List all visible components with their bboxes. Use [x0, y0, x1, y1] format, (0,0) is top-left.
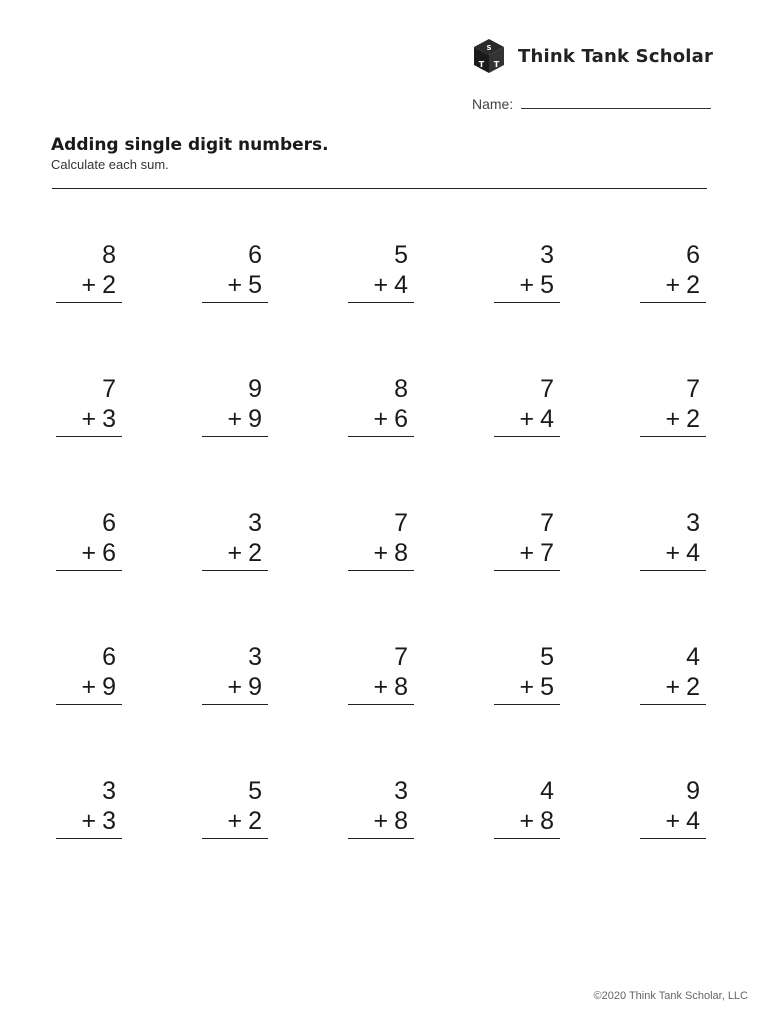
answer-line[interactable]: [348, 570, 414, 571]
name-blank-line[interactable]: [521, 108, 711, 109]
answer-line[interactable]: [56, 302, 122, 303]
plus-sign: +: [81, 673, 97, 701]
operator-row: [519, 806, 554, 836]
bottom-addend: 3: [102, 405, 116, 433]
addition-problem: [196, 642, 276, 776]
bottom-addend: 8: [540, 807, 554, 835]
operator-row: [81, 538, 116, 568]
top-addend: 3: [102, 777, 116, 805]
bottom-addend: 2: [686, 673, 700, 701]
top-addend: 4: [540, 777, 554, 805]
addition-problem: [342, 642, 422, 776]
header-divider: [52, 188, 707, 189]
bottom-addend: 2: [686, 405, 700, 433]
operator-row: [81, 270, 116, 300]
plus-sign: +: [227, 271, 243, 299]
top-addend: 4: [686, 643, 700, 671]
addition-problem: [488, 240, 568, 374]
answer-line[interactable]: [640, 704, 706, 705]
plus-sign: +: [373, 807, 389, 835]
addition-problem: [634, 240, 714, 374]
plus-sign: +: [665, 807, 681, 835]
plus-sign: +: [373, 539, 389, 567]
answer-line[interactable]: [494, 570, 560, 571]
bottom-addend: 2: [248, 807, 262, 835]
plus-sign: +: [519, 271, 535, 299]
top-addend: 7: [102, 375, 116, 403]
top-addend: 8: [102, 241, 116, 269]
addition-problem: [50, 240, 130, 374]
top-addend: 8: [394, 375, 408, 403]
top-addend: 7: [394, 643, 408, 671]
operator-row: [81, 672, 116, 702]
top-addend: 5: [248, 777, 262, 805]
addition-problem: [342, 776, 422, 910]
answer-line[interactable]: [494, 302, 560, 303]
addition-problem: [196, 776, 276, 910]
plus-sign: +: [373, 271, 389, 299]
addition-problem: [196, 240, 276, 374]
plus-sign: +: [373, 673, 389, 701]
operator-row: [227, 404, 262, 434]
operator-row: [519, 404, 554, 434]
addition-problem: [50, 508, 130, 642]
top-addend: 3: [540, 241, 554, 269]
plus-sign: +: [665, 673, 681, 701]
operator-row: [665, 538, 700, 568]
operator-row: [227, 538, 262, 568]
bottom-addend: 8: [394, 673, 408, 701]
bottom-addend: 5: [248, 271, 262, 299]
answer-line[interactable]: [640, 838, 706, 839]
bottom-addend: 2: [102, 271, 116, 299]
operator-row: [665, 672, 700, 702]
plus-sign: +: [227, 673, 243, 701]
worksheet-title: Adding single digit numbers.: [51, 135, 329, 155]
plus-sign: +: [519, 673, 535, 701]
top-addend: 7: [394, 509, 408, 537]
top-addend: 9: [686, 777, 700, 805]
plus-sign: +: [81, 807, 97, 835]
answer-line[interactable]: [494, 838, 560, 839]
operator-row: [665, 270, 700, 300]
answer-line[interactable]: [56, 704, 122, 705]
addition-problem: [488, 374, 568, 508]
answer-line[interactable]: [640, 302, 706, 303]
operator-row: [81, 404, 116, 434]
operator-row: [373, 538, 408, 568]
bottom-addend: 4: [686, 807, 700, 835]
addition-problem: [488, 508, 568, 642]
answer-line[interactable]: [348, 302, 414, 303]
answer-line[interactable]: [56, 838, 122, 839]
copyright-footer: ©2020 Think Tank Scholar, LLC: [593, 990, 748, 1002]
plus-sign: +: [81, 405, 97, 433]
plus-sign: +: [665, 271, 681, 299]
answer-line[interactable]: [202, 838, 268, 839]
operator-row: [81, 806, 116, 836]
bottom-addend: 6: [394, 405, 408, 433]
plus-sign: +: [373, 405, 389, 433]
bottom-addend: 4: [394, 271, 408, 299]
top-addend: 9: [248, 375, 262, 403]
operator-row: [227, 672, 262, 702]
name-label: Name:: [472, 96, 514, 112]
operator-row: [373, 806, 408, 836]
operator-row: [373, 404, 408, 434]
operator-row: [373, 672, 408, 702]
plus-sign: +: [519, 807, 535, 835]
answer-line[interactable]: [494, 436, 560, 437]
answer-line[interactable]: [56, 570, 122, 571]
bottom-addend: 7: [540, 539, 554, 567]
top-addend: 3: [248, 643, 262, 671]
addition-problem: [50, 374, 130, 508]
answer-line[interactable]: [640, 570, 706, 571]
addition-problem: [342, 508, 422, 642]
addition-problem: [634, 642, 714, 776]
addition-problem: [634, 508, 714, 642]
name-field: [472, 96, 711, 112]
bottom-addend: 4: [540, 405, 554, 433]
addition-problem: [50, 642, 130, 776]
answer-line[interactable]: [348, 436, 414, 437]
plus-sign: +: [665, 405, 681, 433]
plus-sign: +: [665, 539, 681, 567]
addition-problem: [634, 776, 714, 910]
bottom-addend: 3: [102, 807, 116, 835]
top-addend: 6: [102, 509, 116, 537]
bottom-addend: 5: [540, 271, 554, 299]
operator-row: [227, 806, 262, 836]
bottom-addend: 2: [248, 539, 262, 567]
problems-grid: [50, 240, 710, 910]
bottom-addend: 9: [102, 673, 116, 701]
operator-row: [519, 672, 554, 702]
bottom-addend: 9: [248, 405, 262, 433]
plus-sign: +: [227, 539, 243, 567]
top-addend: 3: [248, 509, 262, 537]
operator-row: [665, 404, 700, 434]
top-addend: 5: [540, 643, 554, 671]
top-addend: 7: [686, 375, 700, 403]
logo-letter-left: T: [478, 60, 485, 69]
addition-problem: [488, 642, 568, 776]
bottom-addend: 5: [540, 673, 554, 701]
top-addend: 7: [540, 375, 554, 403]
answer-line[interactable]: [348, 704, 414, 705]
plus-sign: +: [81, 271, 97, 299]
answer-line[interactable]: [202, 302, 268, 303]
operator-row: [373, 270, 408, 300]
plus-sign: +: [227, 405, 243, 433]
bottom-addend: 8: [394, 807, 408, 835]
top-addend: 6: [686, 241, 700, 269]
bottom-addend: 8: [394, 539, 408, 567]
bottom-addend: 6: [102, 539, 116, 567]
operator-row: [519, 538, 554, 568]
bottom-addend: 9: [248, 673, 262, 701]
worksheet-instructions: Calculate each sum.: [51, 157, 169, 172]
answer-line[interactable]: [494, 704, 560, 705]
addition-problem: [196, 374, 276, 508]
logo-letter-top: S: [486, 44, 492, 52]
answer-line[interactable]: [202, 570, 268, 571]
top-addend: 3: [686, 509, 700, 537]
brand-name: Think Tank Scholar: [518, 45, 714, 67]
answer-line[interactable]: [56, 436, 122, 437]
bottom-addend: 2: [686, 271, 700, 299]
operator-row: [665, 806, 700, 836]
brand-header: [472, 38, 713, 74]
bottom-addend: 4: [686, 539, 700, 567]
answer-line[interactable]: [640, 436, 706, 437]
addition-problem: [634, 374, 714, 508]
top-addend: 7: [540, 509, 554, 537]
addition-problem: [50, 776, 130, 910]
logo-letter-right: T: [493, 60, 500, 69]
top-addend: 6: [248, 241, 262, 269]
answer-line[interactable]: [202, 704, 268, 705]
top-addend: 6: [102, 643, 116, 671]
plus-sign: +: [519, 405, 535, 433]
answer-line[interactable]: [202, 436, 268, 437]
plus-sign: +: [227, 807, 243, 835]
addition-problem: [488, 776, 568, 910]
plus-sign: +: [81, 539, 97, 567]
top-addend: 3: [394, 777, 408, 805]
addition-problem: [342, 374, 422, 508]
operator-row: [519, 270, 554, 300]
addition-problem: [196, 508, 276, 642]
answer-line[interactable]: [348, 838, 414, 839]
operator-row: [227, 270, 262, 300]
top-addend: 5: [394, 241, 408, 269]
addition-problem: [342, 240, 422, 374]
plus-sign: +: [519, 539, 535, 567]
tt-scholar-cube-icon: [472, 38, 506, 74]
